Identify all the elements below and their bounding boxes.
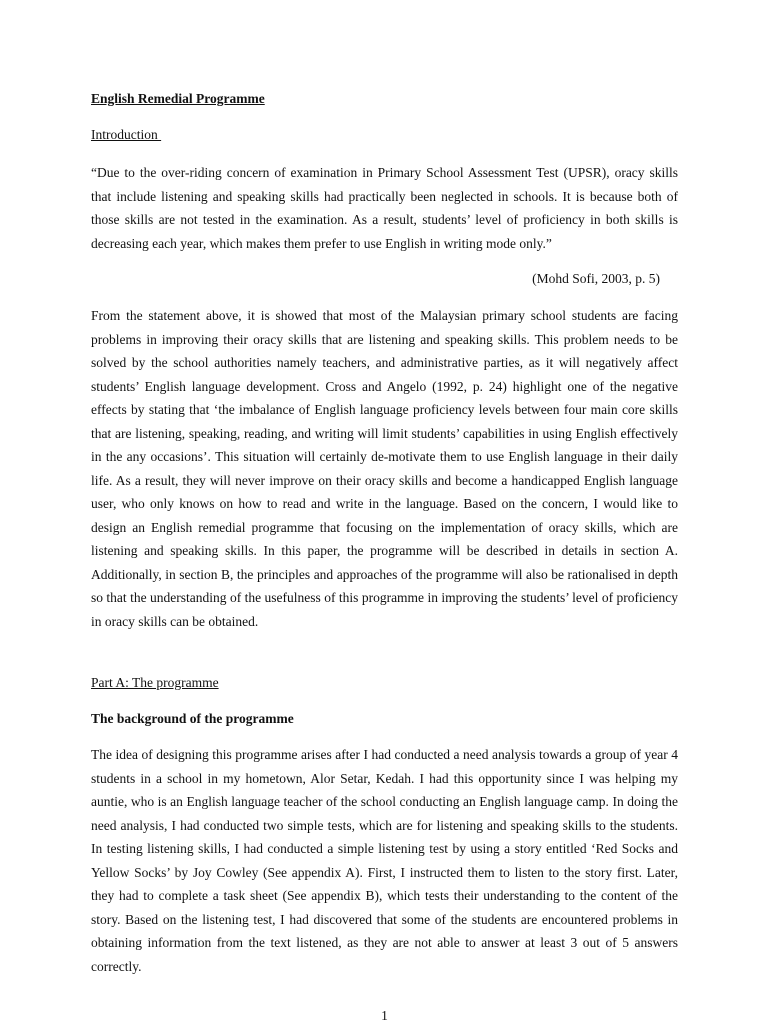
background-heading: The background of the programme [91,711,294,726]
introduction-heading: Introduction [91,127,162,142]
document-page [91,0,678,1024]
body-paragraph-2: The idea of designing this programme arises after I had conducted a need analysis towards a group of year 4 students in a school in my hometown, Alor Setar, Kedah. I had this opportunity since I was helping my auntie, who is an English language teacher of the school conducting an English language camp. In doing the need analysis, I had conducted two simple tests, which are for listening and speaking skills to the students. In testing listening skills, I had conducted a simple listening test by using a story entitled ‘Red Socks and Yellow Socks’ by Joy Cowley (See appendix A). First, I instructed them to listen to the story first. Later, they had to complete a task sheet (See appendix B), which tests their understanding to the content of the story. Based on the listening test, I had discovered that some of the students are encountered problems in obtaining information from the text listened, as they are not able to answer at least 3 out of 5 answers correctly. [91,747,678,974]
quote-citation: (Mohd Sofi, 2003, p. 5) [532,271,660,286]
part-a-heading: Part A: The programme [91,675,219,690]
page-number: 1 [381,1008,388,1023]
body-paragraph-1: From the statement above, it is showed that most of the Malaysian primary school students are facing problems in improving their oracy skills that are listening and speaking skills. This problem needs to be solved by the school authorities namely teachers, and administrative parties, as it will negatively affect students’ English language development. Cross and Angelo (1992, p. 24) highlight one of the negative effects by stating that ‘the imbalance of English language proficiency levels between four main core skills that are listening, speaking, reading, and writing will limit students’ capabilities in using English effectively in the any occasions’. This situation will certainly de-motivate them to use English language in their daily life. As a result, they will never improve on their oracy skills and become a handicapped English language user, who only knows on how to read and write in the language. Based on the concern, I would like to design an English remedial programme that focusing on the implementation of oracy skills, which are listening and speaking skills. In this paper, the programme will be described in details in section A. Additionally, in section B, the principles and approaches of the programme will also be rationalised in depth so that the understanding of the usefulness of this programme in improving the students’ level of proficiency in oracy skills can be obtained. [91,308,678,629]
quote-paragraph: “Due to the over-riding concern of examination in Primary School Assessment Test (UPSR), oracy skills that include listening and speaking skills had practically been neglected in schools. It is because both of those skills are not tested in the examination. As a result, students’ level of proficiency in both skills is decreasing each year, which makes them prefer to use English in writing mode only.” [91,165,678,251]
document-title: English Remedial Programme [91,91,265,106]
